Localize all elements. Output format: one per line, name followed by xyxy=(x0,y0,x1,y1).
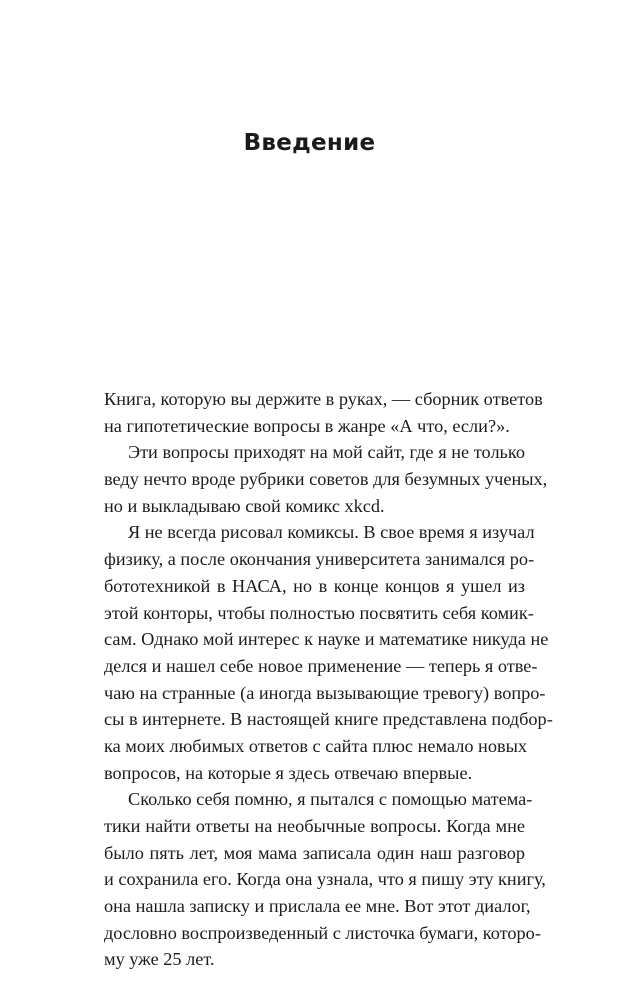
text-line: этой конторы, чтобы полностью посвятить себя комик- xyxy=(104,602,534,623)
text-line: на гипотетические вопросы в жанре «А что, если?». xyxy=(104,415,510,436)
paragraph-childhood xyxy=(104,786,546,973)
text-line: она нашла записку и прислала ее мне. Вот этот диалог, xyxy=(104,896,531,917)
text-line: сы в интернете. В настоящей книге представлена подбор- xyxy=(104,709,553,730)
text-line: делся и нашел себе новое применение — теперь я отве- xyxy=(104,655,538,676)
text-line: бототехникой в НАСА, но в конце концов я ушел из xyxy=(104,575,525,596)
text-line: но и выкладываю свой комикс xkcd. xyxy=(104,495,385,516)
text-line: было пять лет, моя мама записала один наш разговор xyxy=(104,842,525,863)
text-line: дословно воспроизведенный с листочка бумаги, которо- xyxy=(104,922,541,943)
paragraph-intro xyxy=(104,386,543,439)
text-line: тики найти ответы на необычные вопросы. Когда мне xyxy=(104,816,525,836)
text-line: и сохранила его. Когда она узнала, что я пишу эту книгу, xyxy=(104,869,546,890)
text-line: веду нечто вроде рубрики советов для безумных ученых, xyxy=(104,469,548,490)
paragraph-website xyxy=(104,439,548,519)
text-line: ка моих любимых ответов с сайта плюс немало новых xyxy=(104,735,528,756)
text-line: физику, а после окончания университета занимался ро- xyxy=(104,549,535,570)
text-line: Сколько себя помню, я пытался с помощью матема- xyxy=(128,789,533,810)
text-line: сам. Однако мой интерес к науке и математике никуда не xyxy=(104,629,549,650)
text-line: Эти вопросы приходят на мой сайт, где я не только xyxy=(128,442,525,463)
text-line: вопросов, на которые я здесь отвечаю впервые. xyxy=(104,762,473,783)
text-line: Я не всегда рисовал комиксы. В свое время я изучал xyxy=(128,522,535,543)
paragraph-background xyxy=(104,519,553,786)
text-line: му уже 25 лет. xyxy=(104,949,215,970)
text-line: Книга, которую вы держите в руках, — сборник ответов xyxy=(104,389,543,409)
body-text xyxy=(104,386,553,973)
text-line: чаю на странные (а иногда вызывающие тревогу) вопро- xyxy=(104,682,546,703)
chapter-title: Введение xyxy=(243,130,376,156)
